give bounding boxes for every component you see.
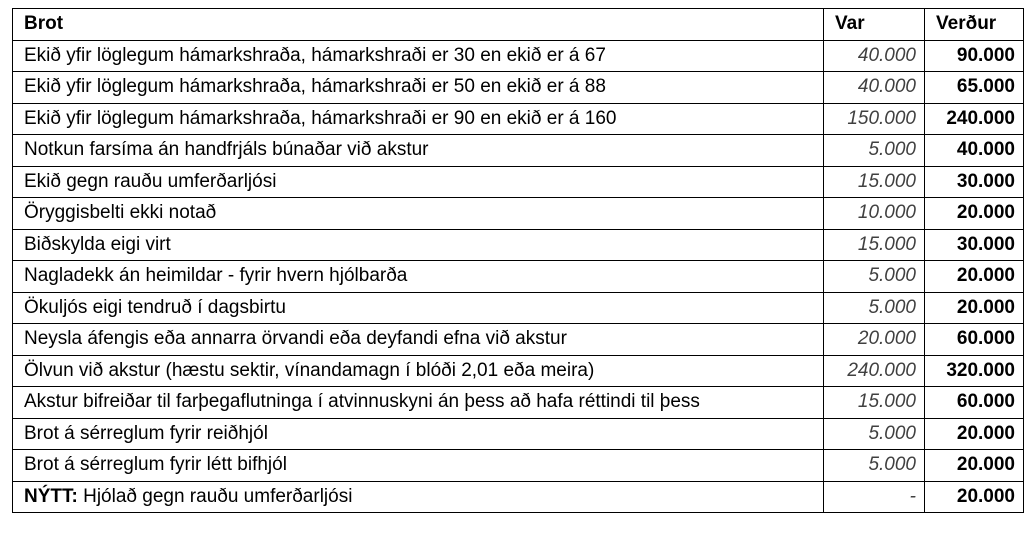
header-row bbox=[13, 9, 1024, 41]
cell-verdur: 60.000 bbox=[925, 324, 1024, 356]
cell-var: - bbox=[824, 481, 925, 513]
cell-brot: Notkun farsíma án handfrjáls búnaðar við akstur bbox=[13, 135, 824, 167]
table-row bbox=[13, 229, 1024, 261]
table-row bbox=[13, 40, 1024, 72]
cell-verdur: 20.000 bbox=[925, 418, 1024, 450]
cell-var: 5.000 bbox=[824, 261, 925, 293]
column-header-brot: Brot bbox=[13, 9, 824, 41]
column-header-verdur: Verður bbox=[925, 9, 1024, 41]
table-row bbox=[13, 72, 1024, 104]
cell-verdur: 20.000 bbox=[925, 292, 1024, 324]
cell-verdur: 320.000 bbox=[925, 355, 1024, 387]
cell-brot: Nagladekk án heimildar - fyrir hvern hjólbarða bbox=[13, 261, 824, 293]
cell-var: 15.000 bbox=[824, 229, 925, 261]
table-row bbox=[13, 324, 1024, 356]
cell-var: 5.000 bbox=[824, 450, 925, 482]
cell-verdur: 30.000 bbox=[925, 229, 1024, 261]
cell-verdur: 20.000 bbox=[925, 450, 1024, 482]
cell-brot: Akstur bifreiðar til farþegaflutninga í atvinnuskyni án þess að hafa réttindi til þess bbox=[13, 387, 824, 419]
cell-verdur: 30.000 bbox=[925, 166, 1024, 198]
cell-var: 40.000 bbox=[824, 40, 925, 72]
table-row bbox=[13, 450, 1024, 482]
cell-verdur: 65.000 bbox=[925, 72, 1024, 104]
cell-brot: Öryggisbelti ekki notað bbox=[13, 198, 824, 230]
cell-brot: Brot á sérreglum fyrir létt bifhjól bbox=[13, 450, 824, 482]
table-row bbox=[13, 166, 1024, 198]
column-header-var: Var bbox=[824, 9, 925, 41]
cell-var: 5.000 bbox=[824, 292, 925, 324]
cell-var: 15.000 bbox=[824, 387, 925, 419]
table-row bbox=[13, 355, 1024, 387]
cell-verdur: 20.000 bbox=[925, 261, 1024, 293]
cell-brot: Brot á sérreglum fyrir reiðhjól bbox=[13, 418, 824, 450]
cell-var: 240.000 bbox=[824, 355, 925, 387]
cell-var: 5.000 bbox=[824, 418, 925, 450]
table-row bbox=[13, 418, 1024, 450]
table-row bbox=[13, 261, 1024, 293]
fines-table bbox=[12, 8, 1024, 513]
cell-brot: Ölvun við akstur (hæstu sektir, vínandamagn í blóði 2,01 eða meira) bbox=[13, 355, 824, 387]
cell-verdur: 240.000 bbox=[925, 103, 1024, 135]
table-row bbox=[13, 198, 1024, 230]
cell-brot: Ökuljós eigi tendruð í dagsbirtu bbox=[13, 292, 824, 324]
cell-var: 40.000 bbox=[824, 72, 925, 104]
cell-brot bbox=[13, 481, 824, 513]
table-row bbox=[13, 103, 1024, 135]
table-row bbox=[13, 292, 1024, 324]
cell-brot-text: Hjólað gegn rauðu umferðarljósi bbox=[77, 485, 353, 507]
table-row bbox=[13, 387, 1024, 419]
cell-var: 10.000 bbox=[824, 198, 925, 230]
cell-verdur: 20.000 bbox=[925, 481, 1024, 513]
cell-var: 5.000 bbox=[824, 135, 925, 167]
cell-var: 20.000 bbox=[824, 324, 925, 356]
cell-brot: Neysla áfengis eða annarra örvandi eða deyfandi efna við akstur bbox=[13, 324, 824, 356]
cell-brot: Ekið yfir löglegum hámarkshraða, hámarkshraði er 50 en ekið er á 88 bbox=[13, 72, 824, 104]
cell-verdur: 20.000 bbox=[925, 198, 1024, 230]
cell-verdur: 60.000 bbox=[925, 387, 1024, 419]
cell-brot: Biðskylda eigi virt bbox=[13, 229, 824, 261]
cell-var: 150.000 bbox=[824, 103, 925, 135]
cell-brot: Ekið yfir löglegum hámarkshraða, hámarkshraði er 90 en ekið er á 160 bbox=[13, 103, 824, 135]
cell-verdur: 40.000 bbox=[925, 135, 1024, 167]
new-badge: NÝTT: bbox=[24, 485, 78, 507]
cell-var: 15.000 bbox=[824, 166, 925, 198]
cell-verdur: 90.000 bbox=[925, 40, 1024, 72]
cell-brot: Ekið yfir löglegum hámarkshraða, hámarkshraði er 30 en ekið er á 67 bbox=[13, 40, 824, 72]
cell-brot: Ekið gegn rauðu umferðarljósi bbox=[13, 166, 824, 198]
table-row bbox=[13, 135, 1024, 167]
table-row-new bbox=[13, 481, 1024, 513]
